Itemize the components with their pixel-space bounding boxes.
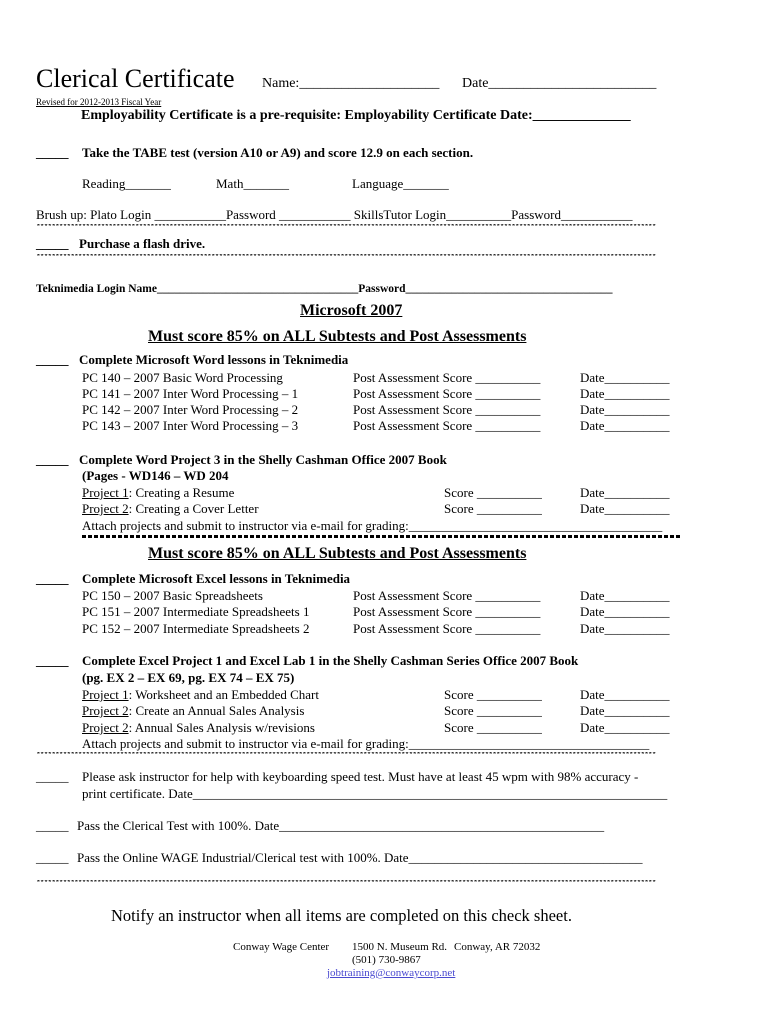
lesson-score: Post Assessment Score __________	[353, 402, 541, 417]
list-item	[82, 386, 298, 402]
keyboarding-line2: print certificate. Date_________________________________________________________________________	[82, 786, 668, 801]
list-item	[82, 604, 309, 620]
date-field-label: Date________________________	[462, 76, 657, 91]
tabe-math: Math_______	[216, 176, 289, 191]
tabe-blank: _____	[36, 145, 69, 160]
list-item	[82, 485, 234, 501]
word-project-pages: (Pages - WD146 – WD 204	[82, 468, 229, 483]
project-label: Project 1	[82, 485, 129, 500]
must-score-heading: Must score 85% on ALL Subtests and Post Assessments	[148, 545, 527, 562]
lesson-score: Post Assessment Score __________	[353, 386, 541, 401]
project-label: Project 2	[82, 501, 129, 516]
notify-instructor-text: Notify an instructor when all items are completed on this check sheet.	[111, 906, 572, 925]
teknimedia-login-line: Teknimedia Login Name___________________________________Password____________________________________	[36, 283, 613, 295]
lesson-name: PC 141 – 2007 Inter Word Processing – 1	[82, 386, 299, 401]
wage-test-blank: _____	[36, 850, 69, 865]
project-date: Date__________	[580, 720, 670, 735]
excel-lessons-blank: _____	[36, 571, 69, 586]
lesson-name: PC 150 – 2007 Basic Spreadsheets	[82, 588, 263, 603]
lesson-name: PC 151 – 2007 Intermediate Spreadsheets 1	[82, 604, 310, 619]
lesson-date: Date__________	[580, 621, 670, 636]
keyboarding-blank: _____	[36, 769, 69, 784]
project-date: Date__________	[580, 501, 670, 516]
project-label: Project 1	[82, 687, 129, 702]
list-item	[82, 370, 283, 386]
lesson-date: Date__________	[580, 386, 670, 401]
tabe-language: Language_______	[352, 176, 449, 191]
list-item	[82, 588, 263, 604]
tabe-reading: Reading_______	[82, 176, 171, 191]
lesson-name: PC 142 – 2007 Inter Word Processing – 2	[82, 402, 299, 417]
name-field-label: Name:____________________	[262, 76, 440, 91]
lesson-score: Post Assessment Score __________	[353, 604, 541, 619]
lesson-date: Date__________	[580, 370, 670, 385]
project-date: Date__________	[580, 485, 670, 500]
project-score: Score __________	[444, 703, 542, 718]
project-score: Score __________	[444, 687, 542, 702]
footer-center-name: Conway Wage Center	[233, 941, 330, 953]
lesson-date: Date__________	[580, 418, 670, 433]
project-score: Score __________	[444, 501, 542, 516]
lesson-name: PC 140 – 2007 Basic Word Processing	[82, 370, 283, 385]
word-lessons-heading: Complete Microsoft Word lessons in Teknimedia	[79, 352, 349, 367]
list-item	[82, 418, 298, 434]
project-desc: : Creating a Resume	[128, 485, 235, 500]
revised-note: Revised for 2012-2013 Fiscal Year	[36, 97, 162, 107]
brush-up-line: Brush up: Plato Login ___________Password ___________ SkillsTutor Login__________Password___________	[36, 207, 633, 222]
flash-text: Purchase a flash drive.	[79, 236, 206, 251]
project-score: Score __________	[444, 720, 542, 735]
divider-stars: *******************************************************************************************************************************************************************	[36, 752, 656, 760]
divider-stars: *******************************************************************************************************************************************************************	[36, 254, 656, 262]
excel-project-blank: _____	[36, 653, 69, 668]
lesson-score: Post Assessment Score __________	[353, 621, 541, 636]
lesson-name: PC 152 – 2007 Intermediate Spreadsheets 2	[82, 621, 310, 636]
must-score-heading: Must score 85% on ALL Subtests and Post Assessments	[148, 328, 527, 345]
divider-dashed	[82, 535, 680, 538]
project-label: Project 2	[82, 703, 129, 718]
page-title: Clerical Certificate	[36, 64, 235, 93]
list-item	[82, 720, 315, 736]
word-project-heading: Complete Word Project 3 in the Shelly Cashman Office 2007 Book	[79, 452, 447, 467]
microsoft-title: Microsoft 2007	[300, 302, 403, 319]
project-desc: : Worksheet and an Embedded Chart	[128, 687, 319, 702]
project-desc: : Annual Sales Analysis w/revisions	[128, 720, 315, 735]
tabe-text: Take the TABE test (version A10 or A9) and score 12.9 on each section.	[82, 145, 474, 160]
project-date: Date__________	[580, 687, 670, 702]
list-item	[82, 703, 304, 719]
attach-line: Attach projects and submit to instructor via e-mail for grading:_____________________________________	[82, 736, 650, 751]
footer-phone: (501) 730-9867	[352, 954, 421, 966]
word-project-blank: _____	[36, 452, 69, 467]
project-score: Score __________	[444, 485, 542, 500]
keyboarding-line1: Please ask instructor for help with keyboarding speed test. Must have at least 45 wpm with 98% accuracy -	[82, 769, 639, 784]
footer-address: 1500 N. Museum Rd.	[352, 941, 448, 953]
clerical-test-blank: _____	[36, 818, 69, 833]
excel-project-pages: (pg. EX 2 – EX 69, pg. EX 74 – EX 75)	[82, 670, 295, 685]
lesson-date: Date__________	[580, 402, 670, 417]
lesson-date: Date__________	[580, 604, 670, 619]
word-lessons-blank: _____	[36, 352, 69, 367]
excel-lessons-heading: Complete Microsoft Excel lessons in Teknimedia	[82, 571, 351, 586]
flash-blank: _____	[36, 236, 69, 251]
wage-test-text: Pass the Online WAGE Industrial/Clerical test with 100%. Date____________________________________	[77, 850, 643, 865]
project-desc: : Create an Annual Sales Analysis	[128, 703, 305, 718]
clerical-test-text: Pass the Clerical Test with 100%. Date__________________________________________________	[77, 818, 605, 833]
project-desc: : Creating a Cover Letter	[128, 501, 259, 516]
footer-city: Conway, AR 72032	[454, 941, 541, 953]
lesson-score: Post Assessment Score __________	[353, 370, 541, 385]
list-item	[82, 501, 259, 517]
list-item	[82, 402, 298, 418]
lesson-score: Post Assessment Score __________	[353, 418, 541, 433]
project-label: Project 2	[82, 720, 129, 735]
list-item	[82, 687, 319, 703]
lesson-score: Post Assessment Score __________	[353, 588, 541, 603]
divider-stars: *******************************************************************************************************************************************************************	[36, 224, 656, 232]
divider-stars: *******************************************************************************************************************************************************************	[36, 880, 656, 888]
attach-line: Attach projects and submit to instructor via e-mail for grading:_______________________________________	[82, 518, 663, 533]
lesson-name: PC 143 – 2007 Inter Word Processing – 3	[82, 418, 299, 433]
excel-project-heading: Complete Excel Project 1 and Excel Lab 1 in the Shelly Cashman Series Office 2007 Book	[82, 653, 579, 668]
prerequisite-line: Employability Certificate is a pre-requisite: Employability Certificate Date:______________	[81, 108, 631, 123]
project-date: Date__________	[580, 703, 670, 718]
list-item	[82, 621, 309, 637]
footer-email-link[interactable]: jobtraining@conwaycorp.net	[327, 967, 456, 979]
lesson-date: Date__________	[580, 588, 670, 603]
